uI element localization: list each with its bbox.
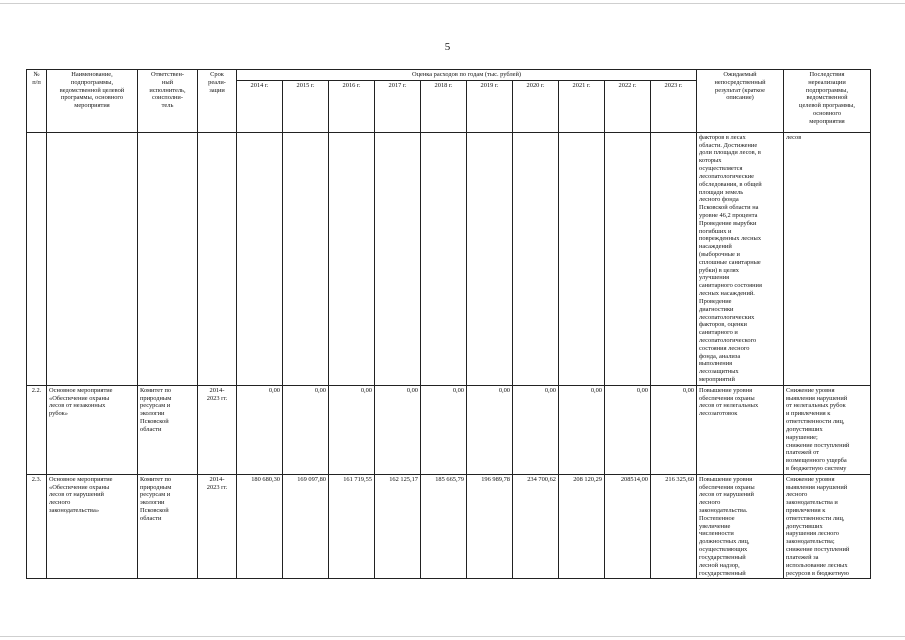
header-year: 2020 г.	[513, 80, 559, 132]
header-year: 2017 г.	[375, 80, 421, 132]
row-value: 0,00	[329, 385, 375, 474]
table-row	[27, 132, 871, 385]
row-value	[329, 132, 375, 385]
row-executor: Комитет по природным ресурсам и экологии Псковской области	[138, 385, 198, 474]
page-number: 5	[444, 41, 451, 53]
header-year: 2022 г.	[605, 80, 651, 132]
row-executor	[138, 132, 198, 385]
row-term: 2014- 2023 гг.	[198, 385, 237, 474]
row-value: 196 989,78	[467, 474, 513, 579]
row-name: Основное мероприятие «Обеспечение охраны лесов от незаконных рубок»	[47, 385, 138, 474]
header-year: 2018 г.	[421, 80, 467, 132]
header-result: Ожидаемый непосредственный результат (краткое описание)	[697, 70, 784, 133]
header-row-1	[27, 70, 871, 81]
header-year: 2023 г.	[651, 80, 697, 132]
row-result: Повышение уровня обеспечения охраны лесов от нарушений лесного законодательства. Постепенное увеличение численности должностных лиц, осуществляющих государственный лесной надзор, государственный	[697, 474, 784, 579]
header-executor: Ответствен- ный исполнитель, соисполни- тель	[138, 70, 198, 133]
header-costs: Оценка расходов по годам (тыс. рублей)	[237, 70, 697, 81]
row-value: 234 700,62	[513, 474, 559, 579]
row-value: 0,00	[421, 385, 467, 474]
scan-edge-bottom	[0, 636, 905, 637]
row-value	[421, 132, 467, 385]
row-value: 208 120,29	[559, 474, 605, 579]
row-value: 0,00	[467, 385, 513, 474]
header-name: Наименование, подпрограммы, ведомственной целевой программы, основного мероприятия	[47, 70, 138, 133]
row-value: 0,00	[651, 385, 697, 474]
row-value: 162 125,17	[375, 474, 421, 579]
row-consequences: Снижение уровня выявления нарушений лесного законодательства и привлечения к ответственности лиц, допустивших нарушения лесного законодательства; снижение поступлений платежей за использование лесных ресурсов в бюджетную	[784, 474, 871, 579]
row-value: 180 680,30	[237, 474, 283, 579]
row-value: 0,00	[237, 385, 283, 474]
row-name: Основное мероприятие «Обеспечение охраны лесов от нарушений лесного законодательства»	[47, 474, 138, 579]
row-consequences: Снижение уровня выявления нарушений от нелегальных рубок и привлечения к ответственности лиц, допустивших нарушение; снижение поступлений платежей от возмещенного ущерба в бюджетную систему	[784, 385, 871, 474]
row-value	[513, 132, 559, 385]
row-consequences: лесов	[784, 132, 871, 385]
row-value: 0,00	[559, 385, 605, 474]
header-year: 2014 г.	[237, 80, 283, 132]
table-row	[27, 385, 871, 474]
row-term	[198, 132, 237, 385]
row-result: факторов в лесах области. Достижение доли площади лесов, в которых осуществляется лесопатологические обследования, в общей площади земель лесного фонда Псковской области на уровне 46,2 процента Проведение вырубки погибших и поврежденных лесных насаждений (выборочные и сплошные санитарные рубки) в целях улучшения санитарного состояния лесных насаждений. Проведение диагностики лесопатологических факторов, оценки санитарного и лесопатологического состояния лесного фонда, анализа выполнения лесозащитных мероприятий	[697, 132, 784, 385]
header-year: 2015 г.	[283, 80, 329, 132]
row-value	[283, 132, 329, 385]
row-value: 216 325,60	[651, 474, 697, 579]
row-name	[47, 132, 138, 385]
row-value: 0,00	[513, 385, 559, 474]
row-value	[467, 132, 513, 385]
row-value: 0,00	[283, 385, 329, 474]
row-num: 2.2.	[27, 385, 47, 474]
row-executor: Комитет по природным ресурсам и экологии Псковской области	[138, 474, 198, 579]
header-consequences: Последствия нереализации подпрограммы, ведомственной целевой программы, основного мероприятия	[784, 70, 871, 133]
row-value	[651, 132, 697, 385]
header-year: 2021 г.	[559, 80, 605, 132]
row-result: Повышение уровня обеспечения охраны лесов от нелегальных лесозаготовок	[697, 385, 784, 474]
row-value: 0,00	[605, 385, 651, 474]
row-value: 208514,00	[605, 474, 651, 579]
row-value	[605, 132, 651, 385]
row-value: 161 719,55	[329, 474, 375, 579]
row-value	[375, 132, 421, 385]
expenditure-table	[26, 69, 871, 579]
table-row	[27, 474, 871, 579]
header-num: № п/п	[27, 70, 47, 133]
row-num: 2.3.	[27, 474, 47, 579]
row-value: 185 665,79	[421, 474, 467, 579]
row-value	[237, 132, 283, 385]
row-term: 2014- 2023 гг.	[198, 474, 237, 579]
header-term: Срок реали- зации	[198, 70, 237, 133]
row-value: 0,00	[375, 385, 421, 474]
row-num	[27, 132, 47, 385]
scan-edge-top	[0, 3, 905, 4]
header-year: 2019 г.	[467, 80, 513, 132]
row-value: 169 097,80	[283, 474, 329, 579]
header-year: 2016 г.	[329, 80, 375, 132]
row-value	[559, 132, 605, 385]
